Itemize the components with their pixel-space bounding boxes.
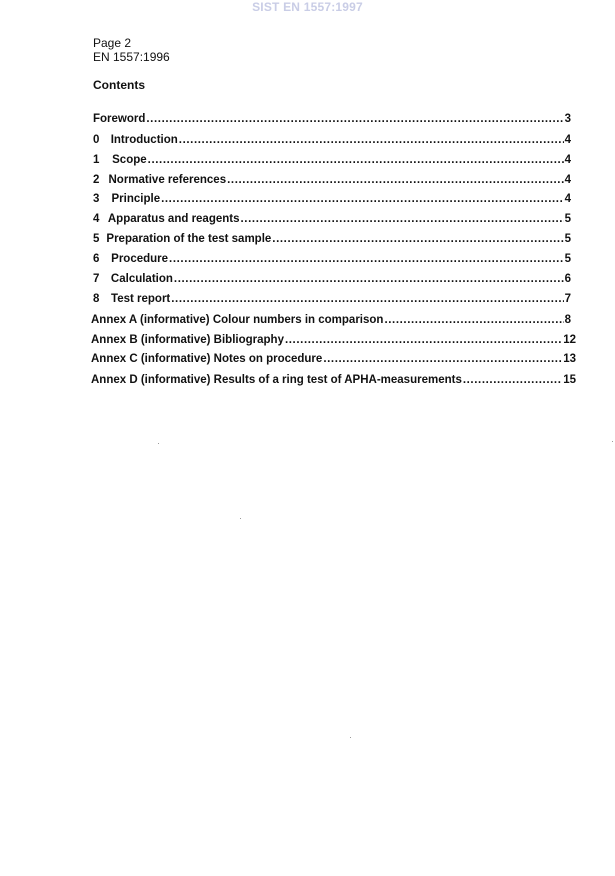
toc-entry-page: 4 <box>564 193 571 205</box>
leader-dots <box>174 273 564 285</box>
leader-dots <box>146 113 563 125</box>
toc-entry-label: Annex B (informative) Bibliography <box>91 334 284 346</box>
toc-entry-calculation[interactable] <box>93 273 571 285</box>
leader-dots <box>241 213 564 225</box>
toc-entry-annex-b[interactable] <box>91 334 576 346</box>
toc-entry-annex-d[interactable] <box>91 374 576 386</box>
page-header <box>93 36 170 64</box>
leader-dots <box>169 253 564 265</box>
toc-entry-page: 6 <box>564 273 571 285</box>
toc-entry-page: 4 <box>564 174 571 186</box>
toc-entry-page: 3 <box>564 113 571 125</box>
leader-dots <box>285 334 562 346</box>
toc-entry-number: 8 <box>93 293 100 305</box>
toc-entry-page: 7 <box>564 293 571 305</box>
toc-entry-annex-a[interactable] <box>91 314 571 326</box>
scan-speck <box>158 443 159 444</box>
toc-entry-label: Preparation of the test sample <box>106 233 272 245</box>
scan-speck <box>240 518 241 519</box>
toc-entry-page: 8 <box>564 314 571 326</box>
leader-dots <box>161 193 564 205</box>
leader-dots <box>179 134 564 146</box>
scan-speck <box>350 737 351 738</box>
toc-entry-page: 5 <box>564 253 571 265</box>
toc-entry-page: 4 <box>564 154 571 166</box>
toc-entry-label: Calculation <box>110 273 173 285</box>
toc-entry-page: 13 <box>563 353 576 365</box>
toc-entry-label: Principle <box>111 193 161 205</box>
toc-entry-number: 2 <box>93 174 100 186</box>
toc-entry-label: Foreword <box>93 113 146 125</box>
toc-entry-label: Test report <box>111 293 171 305</box>
leader-dots <box>272 233 563 245</box>
toc-entry-label: Procedure <box>111 253 169 265</box>
leader-dots <box>384 314 563 326</box>
toc-entry-scope[interactable] <box>93 154 571 166</box>
toc-entry-number: 5 <box>93 233 100 245</box>
toc-entry-page: 4 <box>564 134 571 146</box>
toc-entry-foreword[interactable] <box>93 113 571 125</box>
toc-entry-label: Apparatus and reagents <box>107 213 240 225</box>
toc-entry-number: 4 <box>93 213 100 225</box>
contents-title: Contents <box>93 78 145 92</box>
scan-speck <box>612 441 613 442</box>
toc-entry-label: Annex D (informative) Results of a ring test of APHA-measurements <box>91 374 462 386</box>
watermark: SIST EN 1557:1997 <box>252 0 363 14</box>
toc-entry-label: Introduction <box>110 134 178 146</box>
toc-entry-page: 12 <box>563 334 576 346</box>
leader-dots <box>227 174 563 186</box>
toc-entry-label: Normative references <box>108 174 227 186</box>
toc-entry-annex-c[interactable] <box>91 353 576 365</box>
toc-entry-introduction[interactable] <box>93 134 571 146</box>
toc-entry-label: Scope <box>112 154 147 166</box>
toc-entry-number: 1 <box>93 154 100 166</box>
page-number: Page 2 <box>93 36 132 50</box>
leader-dots <box>148 154 564 166</box>
toc-entry-number: 0 <box>93 134 100 146</box>
toc-entry-preparation-of-test-sample[interactable] <box>93 233 571 245</box>
toc-entry-number: 7 <box>93 273 100 285</box>
toc-entry-procedure[interactable] <box>93 253 571 265</box>
toc-entry-label: Annex A (informative) Colour numbers in comparison <box>91 314 384 326</box>
toc-entry-label: Annex C (informative) Notes on procedure <box>91 353 323 365</box>
leader-dots <box>323 353 562 365</box>
toc-entry-test-report[interactable] <box>93 293 571 305</box>
toc-entry-page: 15 <box>563 374 576 386</box>
toc-entry-principle[interactable] <box>93 193 571 205</box>
toc-entry-page: 5 <box>564 213 571 225</box>
toc-entry-normative-references[interactable] <box>93 174 571 186</box>
toc-entry-page: 5 <box>564 233 571 245</box>
leader-dots <box>171 293 563 305</box>
leader-dots <box>463 374 562 386</box>
toc-entry-number: 6 <box>93 253 100 265</box>
document-id: EN 1557:1996 <box>93 50 170 64</box>
toc-entry-number: 3 <box>93 193 100 205</box>
toc-entry-apparatus-and-reagents[interactable] <box>93 213 571 225</box>
